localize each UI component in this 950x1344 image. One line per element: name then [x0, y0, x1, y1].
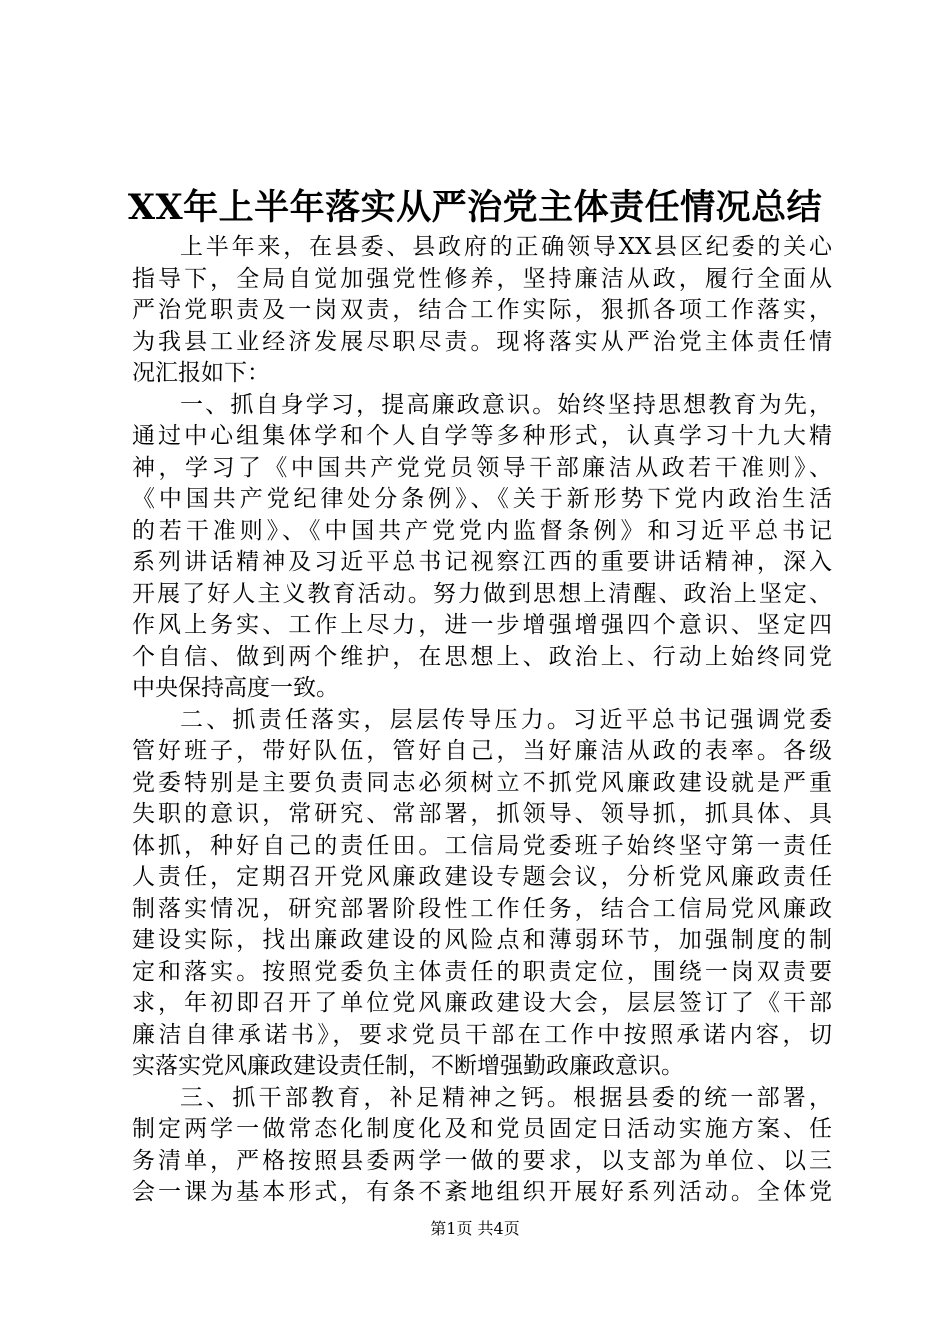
text-line: 实落实党风廉政建设责任制，不断增强勤政廉政意识。: [132, 1053, 684, 1079]
text-line: 一、抓自身学习，提高廉政意识。始终坚持思想教育为先，: [180, 391, 832, 418]
text-line: 会一课为基本形式，有条不紊地组织开展好系列活动。全体党: [132, 1179, 832, 1205]
page-number-footer: 第1页 共4页: [430, 1219, 520, 1238]
text-line: 上半年来，在县委、县政府的正确领导XX县区纪委的关心: [180, 234, 832, 260]
text-line: 为我县工业经济发展尽职尽责。现将落实从严治党主体责任情: [132, 328, 832, 355]
document-body: [132, 232, 832, 1209]
text-line: 况汇报如下：: [132, 360, 270, 386]
text-line: 个自信、做到两个维护，在思想上、政治上、行动上始终同党: [132, 643, 832, 670]
text-line: 建设实际，找出廉政建设的风险点和薄弱环节，加强制度的制: [132, 927, 832, 953]
document-title: XX年上半年落实从严治党主体责任情况总结: [127, 187, 823, 228]
text-line: 严治党职责及一岗双责，结合工作实际，狠抓各项工作落实，: [132, 297, 832, 323]
text-line: 廉洁自律承诺书》，要求党员干部在工作中按照承诺内容，切: [132, 1021, 832, 1048]
text-line: 体抓，种好自己的责任田。工信局党委班子始终坚守第一责任: [132, 832, 832, 859]
text-line: 制定两学一做常态化制度化及和党员固定日活动实施方案、任: [132, 1116, 832, 1142]
text-line: 失职的意识，常研究、常部署，抓领导、领导抓，抓具体、具: [132, 801, 832, 827]
text-line: 开展了好人主义教育活动。努力做到思想上清醒、政治上坚定、: [132, 580, 832, 607]
text-line: 的若干准则》、《中国共产党党内监督条例》和习近平总书记: [132, 517, 832, 544]
text-line: 指导下，全局自觉加强党性修养，坚持廉洁从政，履行全面从: [132, 265, 832, 292]
text-line: 党委特别是主要负责同志必须树立不抓党风廉政建设就是严重: [132, 769, 832, 796]
text-line: 二、抓责任落实，层层传导压力。习近平总书记强调党委: [180, 706, 832, 733]
text-line: 系列讲话精神及习近平总书记视察江西的重要讲话精神，深入: [132, 549, 832, 575]
text-line: 中央保持高度一致。: [132, 675, 339, 701]
text-line: 神，学习了《中国共产党党员领导干部廉洁从政若干准则》、: [132, 454, 832, 481]
text-line: 定和落实。按照党委负主体责任的职责定位，围绕一岗双责要: [132, 958, 832, 985]
text-line: 通过中心组集体学和个人自学等多种形式，认真学习十九大精: [132, 423, 832, 449]
text-line: 《中国共产党纪律处分条例》、《关于新形势下党内政治生活: [132, 486, 832, 512]
text-line: 务清单，严格按照县委两学一做的要求，以支部为单位、以三: [132, 1147, 832, 1174]
text-line: 求，年初即召开了单位党风廉政建设大会，层层签订了《干部: [132, 990, 832, 1016]
text-line: 管好班子，带好队伍，管好自己，当好廉洁从政的表率。各级: [132, 738, 832, 764]
text-line: 人责任，定期召开党风廉政建设专题会议，分析党风廉政责任: [132, 864, 832, 890]
text-line: 作风上务实、工作上尽力，进一步增强增强四个意识、坚定四: [132, 612, 832, 638]
text-line: 制落实情况，研究部署阶段性工作任务，结合工信局党风廉政: [132, 895, 832, 922]
text-line: 三、抓干部教育，补足精神之钙。根据县委的统一部署，: [180, 1084, 832, 1111]
